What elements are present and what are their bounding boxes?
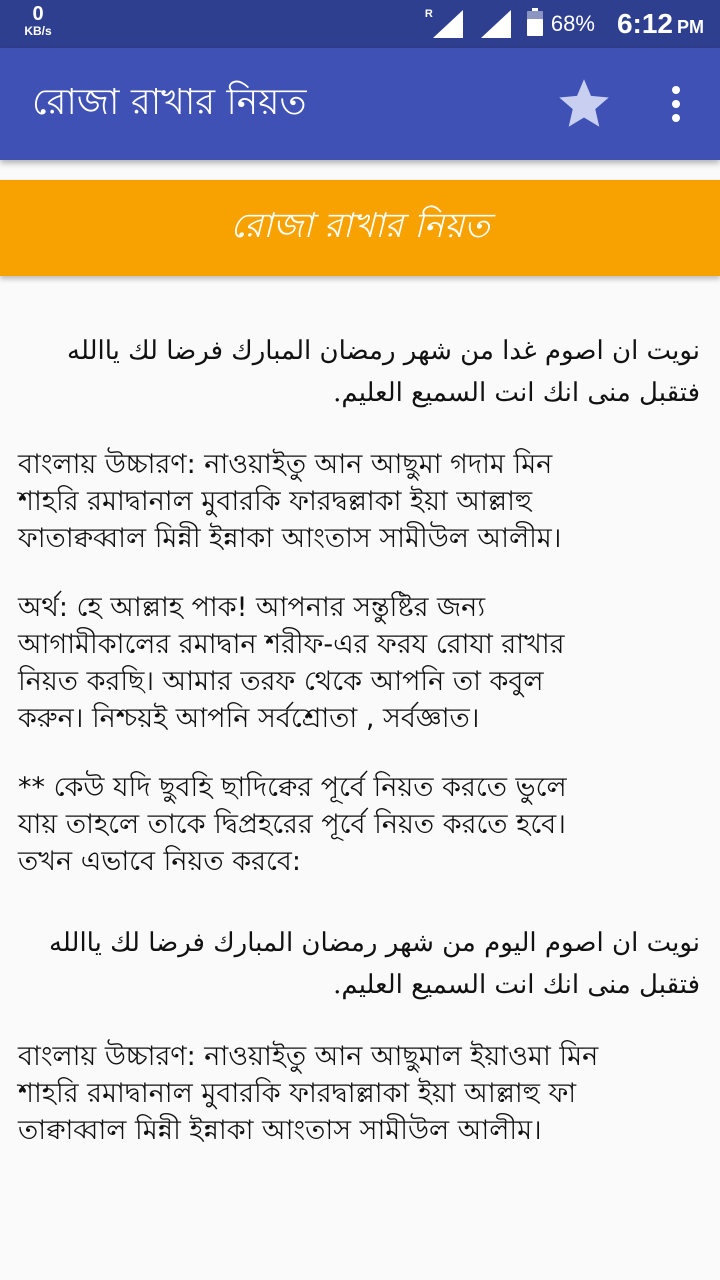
text-line: তাক্বাব্বাল মিন্নী ইন্নাকা আংতাস সামীউল আলীম।	[18, 1115, 542, 1146]
meaning	[18, 589, 708, 737]
banner-title: রোজা রাখার নিয়ত	[230, 205, 490, 246]
text-line: তখন এভাবে নিয়ত করবে:	[18, 846, 301, 877]
status-bar	[0, 0, 720, 48]
title-banner	[0, 180, 720, 276]
app-bar	[0, 48, 720, 160]
network-speed	[16, 4, 60, 37]
clock-time: 6:12	[616, 8, 673, 39]
note	[18, 769, 708, 880]
text-line: অর্থ: হে আল্লাহ পাক! আপনার সন্তুষ্টির জন্য	[18, 592, 486, 623]
text-line: শাহরি রমাদ্বানাল মুবারকি ফারদ্বল্লাকা ইয়া আল্লাহু	[18, 486, 533, 517]
text-line: ** কেউ যদি ছুবহি ছাদিক্বের পূর্বে নিয়ত করতে ভুলে	[18, 772, 567, 803]
text-line: শাহরি রমাদ্বানাল মুবারকি ফারদ্বাল্লাকা ইয়া আল্লাহু ফা	[18, 1078, 577, 1109]
text-line: যায় তাহলে তাকে দ্বিপ্রহরের পূর্বে নিয়ত করতে হবে।	[18, 809, 566, 840]
overflow-menu-icon	[670, 86, 682, 122]
clock-ampm: PM	[677, 17, 704, 37]
text-line: বাংলায় উচ্চারণ: নাওয়াইতু আন আছুমা গদাম মিন	[18, 449, 553, 480]
text-line: فتقبل منى انك انت السميع العليم.	[333, 378, 700, 408]
text-line: نويت ان اصوم اليوم من شهر رمضان المبارك فرضا لك ياالله	[48, 928, 700, 958]
network-speed-value: 0	[32, 3, 44, 25]
pronunciation-1	[18, 446, 708, 557]
favorite-button[interactable]	[554, 76, 614, 132]
signal-icon	[481, 10, 511, 38]
text-line: আগামীকালের রমাদ্বান শরীফ-এর ফরয রোযা রাখার	[18, 629, 565, 660]
battery-percent: 68%	[550, 11, 595, 36]
status-icons	[425, 0, 704, 48]
article-content	[18, 330, 708, 1149]
text-line: নিয়ত করছি। আমার তরফ থেকে আপনি তা কবুল	[18, 666, 544, 697]
text-line: فتقبل منى انك انت السميع العليم.	[333, 970, 700, 1000]
battery-icon	[527, 8, 543, 40]
signal-roaming-icon	[424, 8, 463, 38]
text-line: বাংলায় উচ্চারণ: নাওয়াইতু আন আছুমাল ইয়াওমা মিন	[18, 1041, 599, 1072]
app-title: রোজা রাখার নিয়ত	[32, 82, 307, 123]
text-line: نويت ان اصوم غدا من شهر رمضان المبارك فرضا لك ياالله	[67, 336, 700, 366]
pronunciation-2	[18, 1038, 708, 1149]
arabic-niyat-2	[18, 922, 708, 1006]
clock	[617, 8, 704, 40]
star-icon	[557, 78, 611, 130]
network-speed-unit: KB/s	[24, 24, 52, 38]
overflow-menu-button[interactable]	[652, 76, 700, 132]
text-line: ফাতাক্বব্বাল মিন্নী ইন্নাকা আংতাস সামীউল আলীম।	[18, 523, 562, 554]
roaming-label: R	[424, 8, 433, 20]
text-line: করুন। নিশ্চয়ই আপনি সর্বশ্রোতা , সর্বজ্ঞাত।	[18, 703, 480, 734]
arabic-niyat-1	[18, 330, 708, 414]
